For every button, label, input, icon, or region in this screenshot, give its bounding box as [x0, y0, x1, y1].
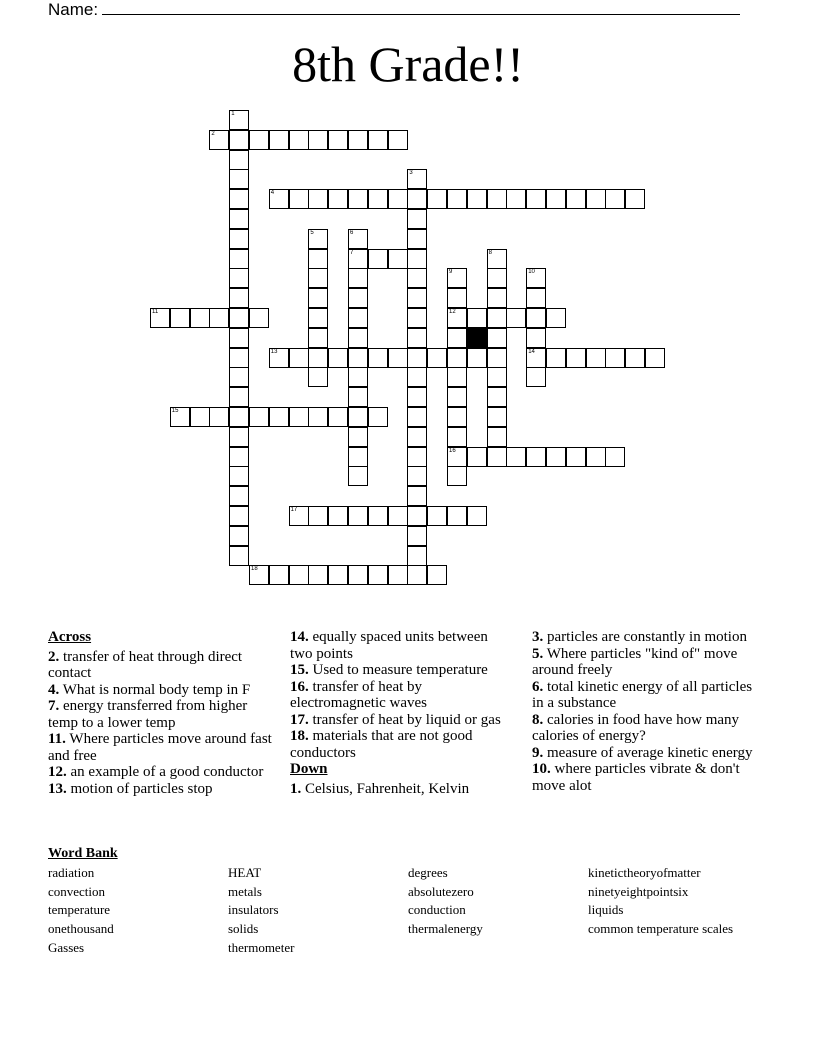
crossword-cell[interactable]	[368, 407, 388, 427]
crossword-cell[interactable]	[487, 268, 507, 288]
word-bank-item: ninetyeightpointsix	[588, 883, 689, 899]
page-title: 8th Grade!!	[292, 36, 524, 92]
crossword-cell[interactable]	[328, 130, 348, 150]
crossword-cell[interactable]	[407, 288, 427, 308]
crossword-cell[interactable]	[407, 308, 427, 328]
crossword-cell[interactable]	[229, 229, 249, 249]
crossword-cell[interactable]	[368, 130, 388, 150]
crossword-cell[interactable]	[308, 506, 328, 526]
crossword-cell[interactable]	[348, 249, 368, 269]
crossword-cell[interactable]	[229, 150, 249, 170]
crossword-cell[interactable]	[209, 308, 229, 328]
clue-down-10: 10. where particles vibrate & don't move alot	[532, 761, 740, 794]
crossword-cell[interactable]	[407, 229, 427, 249]
clue-down-9: 9. measure of average kinetic energy	[532, 744, 753, 761]
crossword-cell[interactable]	[368, 249, 388, 269]
crossword-cell[interactable]	[269, 348, 289, 368]
crossword-cell[interactable]	[566, 189, 586, 209]
word-bank-item: liquids	[588, 902, 624, 918]
crossword-cell[interactable]	[348, 308, 368, 328]
word-bank-item: common temperature scales	[588, 921, 734, 937]
crossword-cell[interactable]	[625, 189, 645, 209]
crossword-cell[interactable]	[407, 466, 427, 486]
crossword-cell[interactable]	[586, 447, 606, 467]
crossword-cell[interactable]	[467, 348, 487, 368]
crossword-cell[interactable]	[229, 407, 249, 427]
cell-number: 10	[528, 269, 535, 276]
crossword-cell[interactable]	[566, 447, 586, 467]
crossword-cell[interactable]	[269, 407, 289, 427]
crossword-cell[interactable]	[308, 249, 328, 269]
crossword-cell[interactable]	[328, 348, 348, 368]
crossword-cell[interactable]	[407, 209, 427, 229]
crossword-cell[interactable]	[170, 308, 190, 328]
crossword-cell[interactable]	[407, 447, 427, 467]
crossword-cell[interactable]	[229, 110, 249, 130]
word-bank-column	[408, 864, 583, 939]
crossword-cell[interactable]	[289, 506, 309, 526]
crossword-cell[interactable]	[526, 189, 546, 209]
crossword-cell[interactable]	[348, 268, 368, 288]
crossword-cell[interactable]	[348, 328, 368, 348]
crossword-cell[interactable]	[487, 447, 507, 467]
down-heading: Down	[290, 761, 328, 777]
cell-number: 18	[251, 566, 258, 573]
crossword-cell[interactable]	[407, 565, 427, 585]
crossword-cell[interactable]	[328, 189, 348, 209]
word-bank-item: kinetictheoryofmatter	[588, 865, 701, 880]
crossword-cell[interactable]	[526, 367, 546, 387]
crossword-cell[interactable]	[269, 565, 289, 585]
crossword-cell[interactable]	[229, 546, 249, 566]
word-bank-column	[588, 864, 788, 939]
crossword-cell[interactable]	[348, 506, 368, 526]
crossword-cell[interactable]	[526, 308, 546, 328]
crossword-cell[interactable]	[229, 249, 249, 269]
crossword-cell[interactable]	[209, 130, 229, 150]
clue-across-12: 12. an example of a good conductor	[48, 764, 264, 780]
crossword-cell[interactable]	[229, 348, 249, 368]
crossword-cell[interactable]	[487, 407, 507, 427]
clue-across-2: 2. transfer of heat through direct contact	[48, 648, 243, 681]
word-bank-item: onethousand	[48, 921, 114, 937]
cell-number: 3	[409, 170, 413, 177]
crossword-cell[interactable]	[526, 348, 546, 368]
word-bank-item: thermalenergy	[408, 921, 483, 937]
crossword-cell[interactable]	[427, 189, 447, 209]
crossword-cell[interactable]	[645, 348, 665, 368]
crossword-cell[interactable]	[289, 407, 309, 427]
crossword-cell[interactable]	[487, 189, 507, 209]
crossword-cell[interactable]	[467, 506, 487, 526]
crossword-cell[interactable]	[289, 189, 309, 209]
crossword-cell[interactable]	[368, 189, 388, 209]
crossword-cell[interactable]	[229, 268, 249, 288]
crossword-cell[interactable]	[170, 407, 190, 427]
across-heading: Across	[48, 629, 92, 645]
crossword-cell[interactable]	[249, 565, 269, 585]
crossword-cell[interactable]	[526, 447, 546, 467]
crossword-cell[interactable]	[407, 348, 427, 368]
clue-down-5: 5. Where particles "kind of" move around freely	[532, 645, 738, 678]
word-bank-item: absolutezero	[408, 883, 474, 899]
crossword-cell[interactable]	[467, 447, 487, 467]
crossword-cell[interactable]	[348, 348, 368, 368]
cell-number: 14	[528, 348, 535, 355]
word-bank-item: radiation	[48, 865, 95, 880]
crossword-cell[interactable]	[407, 249, 427, 269]
clue-across-13: 13. motion of particles stop	[48, 780, 213, 797]
crossword-cell[interactable]	[447, 466, 467, 486]
crossword-cell[interactable]	[308, 130, 328, 150]
crossword-cell[interactable]	[487, 367, 507, 387]
crossword-cell[interactable]	[447, 367, 467, 387]
crossword-cell[interactable]	[269, 130, 289, 150]
crossword-cell[interactable]	[209, 407, 229, 427]
crossword-cell[interactable]	[447, 348, 467, 368]
crossword-cell[interactable]	[348, 466, 368, 486]
crossword-cell[interactable]	[447, 387, 467, 407]
crossword-cell[interactable]	[388, 348, 408, 368]
crossword-cell[interactable]	[249, 407, 269, 427]
crossword-cell[interactable]	[407, 387, 427, 407]
clue-across-16: 16. transfer of heat by electromagnetic waves	[290, 678, 428, 711]
crossword-cell[interactable]	[546, 447, 566, 467]
cell-number: 5	[310, 229, 314, 236]
clue-across-7: 7. energy transferred from higher temp to a lower temp	[48, 698, 248, 731]
crossword-cell[interactable]	[447, 328, 467, 348]
crossword-cell[interactable]	[289, 565, 309, 585]
crossword-cell[interactable]	[229, 308, 249, 328]
crossword-cell[interactable]	[348, 565, 368, 585]
crossword-cell[interactable]	[308, 229, 328, 249]
crossword-cell[interactable]	[407, 427, 427, 447]
word-bank-item: HEAT	[228, 865, 262, 880]
clue-down-6: 6. total kinetic energy of all particles in a substance	[532, 678, 753, 711]
cell-number: 9	[449, 269, 453, 276]
crossword-cell[interactable]	[229, 387, 249, 407]
crossword-cell[interactable]	[229, 367, 249, 387]
word-bank-item: thermometer	[228, 939, 295, 955]
cell-number: 17	[290, 507, 298, 513]
word-bank-item: Gasses	[48, 939, 85, 955]
crossword-cell[interactable]	[229, 288, 249, 308]
crossword-cell[interactable]	[487, 348, 507, 368]
crossword-cell[interactable]	[348, 367, 368, 387]
clues-column-2	[290, 629, 514, 797]
crossword-cell[interactable]	[407, 546, 427, 566]
crossword-cell[interactable]	[487, 249, 507, 269]
cell-number: 2	[211, 130, 215, 137]
crossword-cell[interactable]	[388, 506, 408, 526]
crossword-cell[interactable]	[348, 189, 368, 209]
crossword-cell[interactable]	[348, 407, 368, 427]
name-label: Name:	[48, 0, 99, 19]
crossword-cell[interactable]	[229, 169, 249, 189]
crossword-cell[interactable]	[427, 506, 447, 526]
crossword-cell[interactable]	[566, 348, 586, 368]
cell-number: 6	[350, 229, 354, 236]
crossword-cell[interactable]	[526, 268, 546, 288]
crossword-cell[interactable]	[348, 130, 368, 150]
cell-number: 7	[350, 249, 354, 256]
crossword-cell[interactable]	[546, 189, 566, 209]
crossword-cell[interactable]	[605, 348, 625, 368]
clue-across-4: 4. What is normal body temp in F	[48, 681, 251, 698]
crossword-cell[interactable]	[407, 189, 427, 209]
clue-down-3: 3. particles are constantly in motion	[532, 629, 747, 645]
crossword-cell[interactable]	[586, 189, 606, 209]
crossword-cell[interactable]	[229, 209, 249, 229]
crossword-cell[interactable]	[447, 447, 467, 467]
crossword-cell[interactable]	[506, 189, 526, 209]
crossword-cell[interactable]	[388, 189, 408, 209]
crossword-cell[interactable]	[308, 407, 328, 427]
crossword-cell[interactable]	[407, 268, 427, 288]
cell-number: 8	[488, 249, 492, 256]
crossword-cell[interactable]	[308, 308, 328, 328]
clue-down-8: 8. calories in food have how many calories of energy?	[532, 711, 740, 744]
crossword-cell[interactable]	[229, 486, 249, 506]
crossword-cell[interactable]	[586, 348, 606, 368]
crossword-cell[interactable]	[190, 407, 210, 427]
word-bank-item: temperature	[48, 902, 111, 918]
clue-across-14: 14. equally spaced units between two points	[290, 629, 488, 662]
crossword-cell[interactable]	[308, 189, 328, 209]
crossword-cell[interactable]	[407, 367, 427, 387]
word-bank-item: solids	[228, 921, 259, 937]
clues-column-1	[48, 629, 272, 797]
crossword-cell[interactable]	[190, 308, 210, 328]
crossword-cell[interactable]	[467, 189, 487, 209]
clue-across-17: 17. transfer of heat by liquid or gas	[290, 711, 501, 728]
crossword-cell[interactable]	[447, 189, 467, 209]
crossword-cell[interactable]	[388, 130, 408, 150]
crossword-cell[interactable]	[308, 348, 328, 368]
crossword-cell[interactable]	[487, 427, 507, 447]
crossword-cell[interactable]	[229, 466, 249, 486]
crossword-cell[interactable]	[229, 189, 249, 209]
crossword-cell[interactable]	[348, 387, 368, 407]
crossword-cell[interactable]	[407, 526, 427, 546]
crossword-cell[interactable]	[368, 348, 388, 368]
crossword-cell[interactable]	[308, 328, 328, 348]
cell-number: 16	[449, 447, 456, 454]
crossword-cell[interactable]	[487, 308, 507, 328]
clues-column-3	[532, 629, 756, 794]
crossword-cell[interactable]	[348, 229, 368, 249]
crossword-cell[interactable]	[447, 407, 467, 427]
clue-down-1: 1. Celsius, Fahrenheit, Kelvin	[290, 780, 470, 797]
crossword-cell[interactable]	[388, 249, 408, 269]
crossword-cell[interactable]	[447, 506, 467, 526]
crossword-cell[interactable]	[447, 308, 467, 328]
crossword-cell[interactable]	[487, 387, 507, 407]
crossword-cell[interactable]	[506, 447, 526, 467]
crossword-cell[interactable]	[289, 130, 309, 150]
word-bank-item: convection	[48, 883, 106, 899]
crossword-cell[interactable]	[249, 308, 269, 328]
word-bank-item: degrees	[408, 865, 448, 880]
crossword-cell[interactable]	[605, 189, 625, 209]
crossword-cell[interactable]	[487, 288, 507, 308]
crossword-cell[interactable]	[407, 169, 427, 189]
word-bank-item: insulators	[228, 902, 279, 918]
cell-number: 13	[270, 348, 278, 355]
crossword-cell[interactable]	[328, 407, 348, 427]
crossword-cell[interactable]	[605, 447, 625, 467]
crossword-cell[interactable]	[308, 565, 328, 585]
crossword-cell[interactable]	[229, 427, 249, 447]
clue-across-15: 15. Used to measure temperature	[290, 662, 488, 678]
clue-across-18: 18. materials that are not good conductors	[290, 728, 473, 761]
word-bank-item: conduction	[408, 902, 466, 918]
crossword-cell[interactable]	[487, 328, 507, 348]
crossword-cell[interactable]	[328, 506, 348, 526]
crossword-cell[interactable]	[427, 565, 447, 585]
cell-number: 12	[449, 309, 456, 315]
crossword-cell[interactable]	[546, 348, 566, 368]
cell-number: 4	[270, 190, 275, 197]
crossword-cell[interactable]	[625, 348, 645, 368]
crossword-cell[interactable]	[407, 506, 427, 526]
crossword-cell[interactable]	[249, 130, 269, 150]
crossword-cell[interactable]	[388, 565, 408, 585]
crossword-cell[interactable]	[447, 288, 467, 308]
cell-number: 15	[171, 408, 179, 414]
crossword-cell[interactable]	[348, 447, 368, 467]
crossword-cell[interactable]	[368, 506, 388, 526]
crossword-cell[interactable]	[526, 288, 546, 308]
clue-across-11: 11. Where particles move around fast and free	[48, 731, 272, 764]
crossword-cell[interactable]	[407, 328, 427, 348]
crossword-cell[interactable]	[269, 189, 289, 209]
crossword-cell[interactable]	[229, 447, 249, 467]
crossword-cell[interactable]	[526, 328, 546, 348]
word-bank-column	[228, 864, 403, 958]
crossword-cell[interactable]	[289, 348, 309, 368]
crossword-black-cell	[467, 328, 487, 348]
crossword-cell[interactable]	[506, 308, 526, 328]
crossword-cell[interactable]	[328, 565, 348, 585]
cell-number: 11	[152, 309, 159, 315]
crossword-cell[interactable]	[447, 427, 467, 447]
crossword-cell[interactable]	[368, 565, 388, 585]
crossword-cell[interactable]	[229, 130, 249, 150]
crossword-cell[interactable]	[229, 526, 249, 546]
cell-number: 1	[231, 111, 235, 117]
crossword-cell[interactable]	[407, 486, 427, 506]
crossword-cell[interactable]	[348, 288, 368, 308]
crossword-cell[interactable]	[427, 348, 447, 368]
crossword-cell[interactable]	[308, 268, 328, 288]
word-bank-column	[48, 864, 223, 958]
crossword-cell[interactable]	[229, 506, 249, 526]
crossword-cell[interactable]	[229, 328, 249, 348]
crossword-cell[interactable]	[546, 308, 566, 328]
crossword-cell[interactable]	[308, 288, 328, 308]
crossword-cell[interactable]	[467, 308, 487, 328]
crossword-cell[interactable]	[150, 308, 170, 328]
word-bank-item: metals	[228, 883, 262, 899]
crossword-cell[interactable]	[308, 367, 328, 387]
crossword-cell[interactable]	[348, 427, 368, 447]
word-bank-title: Word Bank	[48, 846, 118, 861]
crossword-cell[interactable]	[447, 268, 467, 288]
crossword-cell[interactable]	[407, 407, 427, 427]
